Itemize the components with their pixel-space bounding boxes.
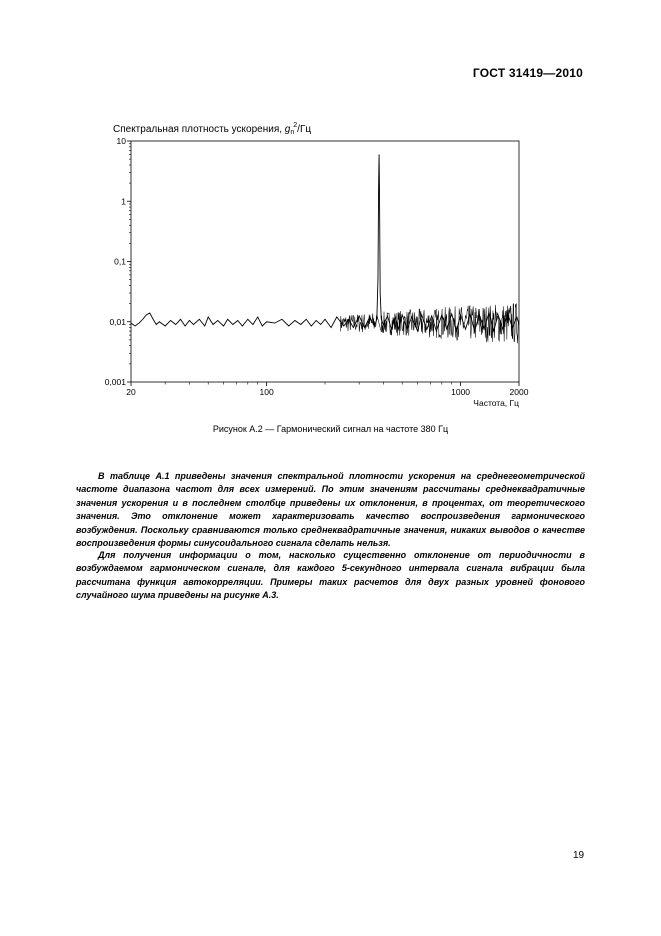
chart-series: [131, 154, 519, 343]
x-tick-label: 2000: [509, 387, 529, 397]
y-tick-label: 0,01: [109, 316, 126, 327]
paragraph-1-text: В таблице А.1 приведены значения спектральной плотности ускорения на среднегеометрической частоте диапазона частот для всех измерений. По этим значениям рассчитаны среднеквадратичные значения ускорения и в последнем столбце приведены их отклонения, в процентах, от теоретического значения. Это отклонение может характеризовать качество воспроизведения гармонического возбуждения. Поскольку сравниваются только среднеквадратичные значения, никаких выводов о качестве воспроизведения формы синусоидального сигнала сделать нельзя.: [76, 471, 585, 549]
y-tick-label: 1: [121, 196, 126, 207]
x-tick-label: 1000: [451, 387, 471, 397]
figure-caption: Рисунок А.2 — Гармонический сигнал на частоте 380 Гц: [212, 424, 449, 434]
paragraph-1: [76, 470, 585, 550]
y-axis-label-g: g: [284, 124, 291, 135]
y-tick-label: 0,1: [114, 256, 126, 267]
paragraph-2: [76, 549, 585, 603]
y-axis-label-prefix: Спектральная плотность ускорения,: [113, 124, 285, 135]
y-tick-label: 10: [116, 136, 126, 146]
page-number: 19: [573, 850, 585, 861]
spectral-density-chart: [96, 133, 536, 418]
plot-frame: [131, 141, 519, 382]
chart-axes: [131, 141, 519, 382]
y-axis-label-sub: n: [290, 129, 295, 136]
y-axis-label-suffix: /Гц: [297, 124, 312, 135]
x-axis-label: Частота, Гц: [473, 398, 519, 408]
document-number: ГОСТ 31419—2010: [472, 66, 583, 80]
y-tick-label: 0,001: [104, 377, 126, 387]
chart-ticks: [105, 136, 529, 408]
x-tick-label: 100: [259, 387, 274, 397]
x-tick-label: 20: [126, 387, 136, 397]
paragraph-2-text: Для получения информации о том, насколько существенно отклонение от периодичности в возбуждаемом гармоническом сигнале, для каждого 5-секундного интервала сигнала вибрации была рассчитана функция автокорреляции. Примеры таких расчетов для двух разных уровней фонового случайного шума приведены на рисунке А.3.: [76, 550, 585, 601]
y-axis-label-sup: 2: [293, 122, 298, 129]
series-line: [131, 154, 519, 331]
